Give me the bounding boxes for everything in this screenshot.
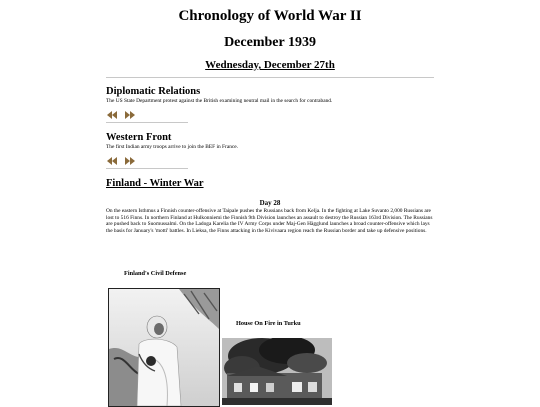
photo-caption: House On Fire in Turku <box>236 320 301 327</box>
page-subtitle: December 1939 <box>224 35 316 50</box>
section-text-diplomatic: The US State Department protest against the British examining neutral mail in the search for contraband. <box>106 98 333 104</box>
divider <box>106 77 434 78</box>
nav-arrows <box>106 111 140 119</box>
arrow-right-icon <box>130 111 135 119</box>
arrow-left-icon <box>112 111 117 119</box>
civil-defense-photo <box>108 288 220 407</box>
date-heading: Wednesday, December 27th <box>205 59 335 71</box>
arrow-right-icon <box>130 157 135 165</box>
next-day-button[interactable] <box>123 157 138 165</box>
next-day-button[interactable] <box>123 111 138 119</box>
arrow-left-icon <box>112 157 117 165</box>
divider <box>106 168 188 169</box>
house-fire-photo <box>222 338 332 405</box>
previous-day-button[interactable] <box>106 111 121 119</box>
section-heading-finland: Finland - Winter War <box>106 178 204 189</box>
section-heading-diplomatic: Diplomatic Relations <box>106 86 201 97</box>
nav-arrows <box>106 157 140 165</box>
section-text-finland: On the eastern Isthmus a Finnish counter-offensive at Taipale pushes the Russians back from Kelja. In the fighting at Lake Suvanto 2,000 Russians are lost to 516 Finns. In northern Finland at Hulkonniemi the Finnish 9th Division launches an assault to destroy the Russian 163rd Division. The Russians are pushed back to Suomussalmi. On the Ladoga Karelia the IV Army Corps under Maj-Gen Hägglund launches a broad counter-offensive which lays the basis for January's 'motti' battles. In Lieksa, the Finns attacking in the Kivivaara region reach the Russian border and take up defensive positions. <box>106 208 433 234</box>
photo-caption: Finland's Civil Defense <box>124 270 187 277</box>
previous-day-button[interactable] <box>106 157 121 165</box>
day-label: Day 28 <box>259 199 281 207</box>
section-heading-western: Western Front <box>106 132 172 143</box>
page-title: Chronology of World War II <box>178 8 362 24</box>
divider <box>106 122 188 123</box>
section-text-western: The first Indian army troops arrive to join the BEF in France. <box>106 144 239 150</box>
